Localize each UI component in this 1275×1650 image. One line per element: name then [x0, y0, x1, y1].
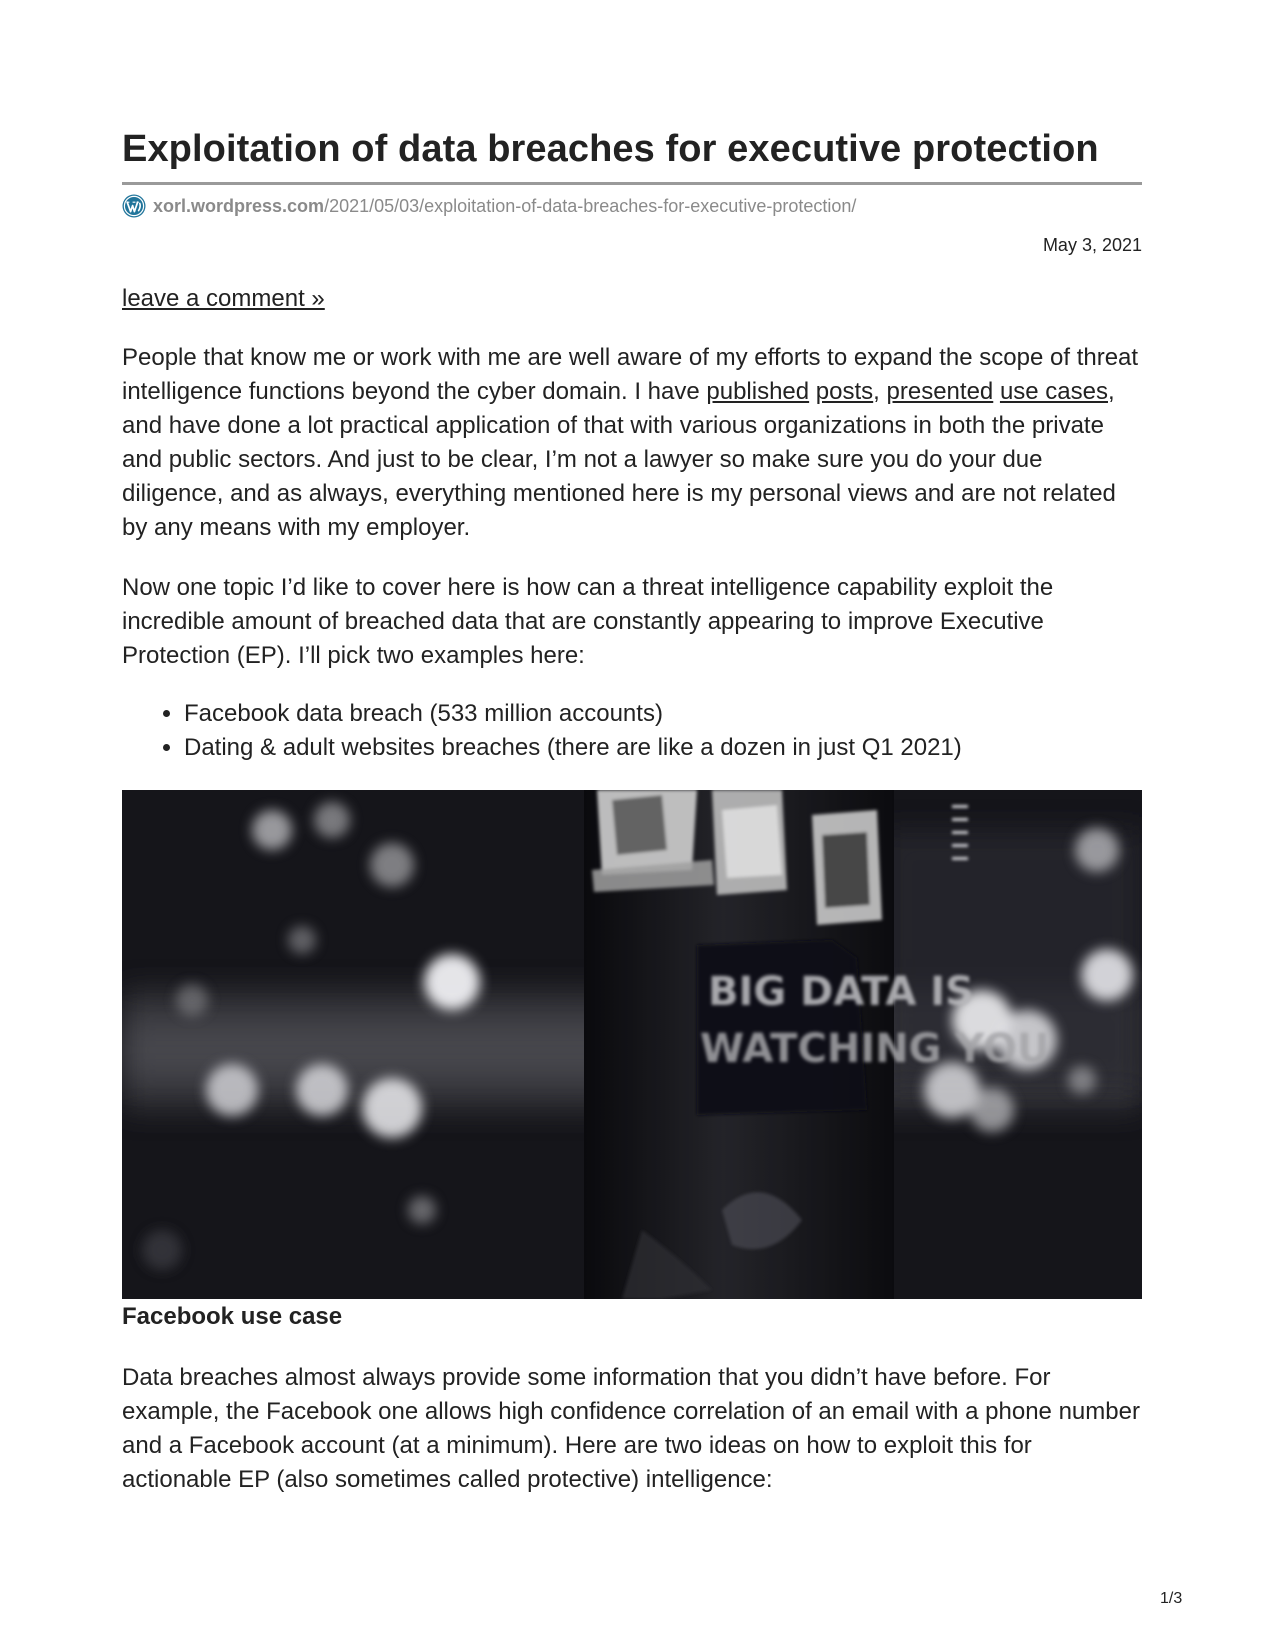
link-posts[interactable]: posts — [815, 378, 874, 405]
source-path[interactable]: /2021/05/03/exploitation-of-data-breaches-for-executive-protection/ — [324, 195, 857, 216]
examples-list — [122, 697, 1142, 765]
intro-text-2: , and have done a lot practical application of that with various organizations in both the private and public sectors. And just to be clear, I’m not a lawyer so make sure you do your due diligence, and as always, everything mentioned here is my personal views and are not related by any means with my employer. — [122, 378, 1116, 541]
wordpress-icon — [122, 194, 146, 218]
link-use-cases[interactable]: use cases — [999, 378, 1108, 405]
link-presented[interactable]: presented — [886, 378, 994, 405]
intro-paragraph: People that know me or work with me are well aware of my efforts to expand the scope of threat intelligence functions beyond the cyber domain. I have published posts, presented use cases, and have done a lot practical application of that with various organizations in both the private and public sectors. And just to be clear, I’m not a lawyer so make sure you do your due diligence, and as always, everything mentioned here is my personal views and are not related by any means with my employer. — [122, 344, 1139, 541]
image-text-line1: BIG DATA IS — [708, 969, 974, 1015]
topic-paragraph: Now one topic I’d like to cover here is how can a threat intelligence capability exploit the incredible amount of breached data that are constantly appearing to improve Executive Protection (EP). I’ll pick two examples here: — [122, 574, 1054, 669]
list-item: • Dating & adult websites breaches (there are like a dozen in just Q1 2021) — [184, 731, 1142, 765]
article-image — [122, 790, 1142, 1299]
list-item: • Facebook data breach (533 million accounts) — [184, 697, 1142, 731]
facebook-paragraph: Data breaches almost always provide some information that you didn’t have before. For example, the Facebook one allows high confidence correlation of an email with a phone number and a Facebook account (at a minimum). Here are two ideas on how to exploit this for actionable EP (also sometimes called protective) intelligence: — [122, 1364, 1140, 1493]
section-heading: Facebook use case — [122, 1303, 343, 1330]
link-published[interactable]: published — [706, 378, 810, 405]
source-url[interactable] — [122, 194, 856, 218]
post-date: May 3, 2021 — [1042, 235, 1142, 255]
source-domain[interactable]: xorl.wordpress.com — [153, 195, 325, 216]
image-text-line2: WATCHING YOU — [700, 1026, 1050, 1072]
title-divider — [122, 182, 1142, 185]
page-number: 1/3 — [1160, 1590, 1183, 1607]
leave-comment-link[interactable]: leave a comment » — [122, 285, 325, 312]
page-title: Exploitation of data breaches for executive protection — [122, 128, 1099, 170]
intro-text-1: People that know me or work with me are well aware of my efforts to expand the scope of threat intelligence functions beyond the cyber domain. I have — [122, 344, 1139, 405]
